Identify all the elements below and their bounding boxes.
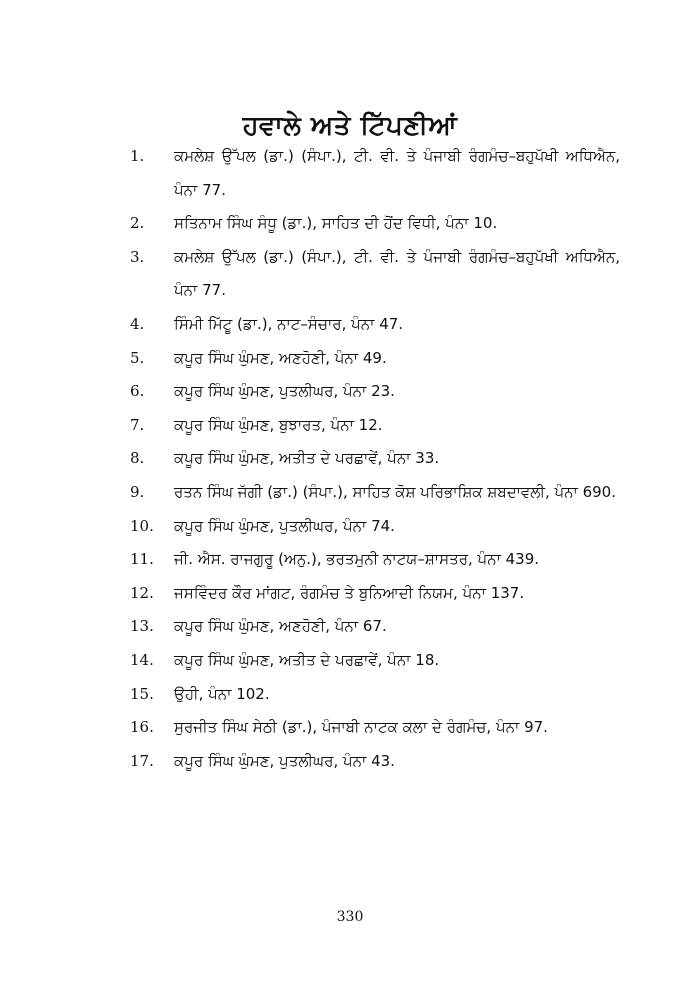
note-number: 1. <box>130 147 145 165</box>
note-item <box>130 711 620 745</box>
note-item <box>130 543 620 577</box>
page-title: ਹਵਾਲੇ ਅਤੇ ਟਿੱਪਣੀਆਂ <box>242 111 458 142</box>
note-text: ਕਪੂਰ ਸਿੰਘ ਘੁੰਮਣ, ਪੁਤਲੀਘਰ, ਪੰਨਾ 74. <box>174 516 395 535</box>
note-item <box>130 375 620 409</box>
note-number: 13. <box>130 617 154 636</box>
note-item <box>130 241 620 308</box>
note-text: ਸੁਰਜੀਤ ਸਿੰਘ ਸੇਠੀ (ਡਾ.), ਪੰਜਾਬੀ ਨਾਟਕ ਕਲਾ ਦੇ ਰੰਗਮੰਚ, ਪੰਨਾ 97. <box>174 718 548 737</box>
note-number: 5. <box>130 348 145 367</box>
note-number: 15. <box>130 684 154 703</box>
note-item <box>130 342 620 376</box>
note-number: 17. <box>130 751 154 770</box>
note-text: ਕਮਲੇਸ਼ ਉੱਪਲ (ਡਾ.) (ਸੰਪਾ.), ਟੀ. ਵੀ. ਤੇ ਪੰਜਾਬੀ ਰੰਗਮੰਚ–ਬਹੁਪੱਖੀ ਅਧਿਐਨ, ਪੰਨਾ 77. <box>174 147 620 199</box>
note-text: ਕਪੂਰ ਸਿੰਘ ਘੁੰਮਣ, ਪੁਤਲੀਘਰ, ਪੰਨਾ 43. <box>174 751 395 770</box>
notes-list <box>130 140 620 778</box>
note-number: 12. <box>130 583 154 602</box>
note-number: 14. <box>130 650 154 669</box>
note-text: ਜਸਵਿੰਦਰ ਕੌਰ ਮਾਂਗਟ, ਰੰਗਮੰਚ ਤੇ ਬੁਨਿਆਦੀ ਨਿਯਮ, ਪੰਨਾ 137. <box>174 583 525 602</box>
note-item <box>130 140 620 207</box>
note-item <box>130 308 620 342</box>
note-item <box>130 577 620 611</box>
note-item <box>130 678 620 712</box>
note-item <box>130 644 620 678</box>
note-item <box>130 745 620 779</box>
note-item <box>130 476 620 510</box>
note-number: 6. <box>130 382 145 401</box>
note-text: ਕਪੂਰ ਸਿੰਘ ਘੁੰਮਣ, ਅਣਹੋਣੀ, ਪੰਨਾ 67. <box>174 617 387 636</box>
note-number: 4. <box>130 314 145 333</box>
note-item <box>130 510 620 544</box>
note-text: ਉਹੀ, ਪੰਨਾ 102. <box>174 684 270 703</box>
note-number: 7. <box>130 415 145 434</box>
note-text: ਜੀ. ਐਸ. ਰਾਜਗੁਰੂ (ਅਨੁ.), ਭਰਤਮੁਨੀ ਨਾਟਯ–ਸ਼ਾਸਤਰ, ਪੰਨਾ 439. <box>174 550 540 569</box>
note-number: 9. <box>130 482 145 501</box>
note-number: 16. <box>130 718 154 737</box>
note-text: ਕਪੂਰ ਸਿੰਘ ਘੁੰਮਣ, ਅਤੀਤ ਦੇ ਪਰਛਾਵੇਂ, ਪੰਨਾ 33. <box>174 449 440 468</box>
note-item <box>130 610 620 644</box>
note-number: 2. <box>130 214 145 233</box>
note-item <box>130 409 620 443</box>
note-text: ਸਤਿਨਾਮ ਸਿੰਘ ਸੰਧੂ (ਡਾ.), ਸਾਹਿਤ ਦੀ ਹੋਂਦ ਵਿਧੀ, ਪੰਨਾ 10. <box>174 214 498 233</box>
note-text: ਕਪੂਰ ਸਿੰਘ ਘੁੰਮਣ, ਅਣਹੋਣੀ, ਪੰਨਾ 49. <box>174 348 387 367</box>
note-text: ਕਪੂਰ ਸਿੰਘ ਘੁੰਮਣ, ਪੁਤਲੀਘਰ, ਪੰਨਾ 23. <box>174 382 395 401</box>
note-number: 11. <box>130 550 154 569</box>
note-text: ਕਮਲੇਸ਼ ਉੱਪਲ (ਡਾ.) (ਸੰਪਾ.), ਟੀ. ਵੀ. ਤੇ ਪੰਜਾਬੀ ਰੰਗਮੰਚ–ਬਹੁਪੱਖੀ ਅਧਿਐਨ, ਪੰਨਾ 77. <box>174 247 620 300</box>
note-text: ਰਤਨ ਸਿੰਘ ਜੱਗੀ (ਡਾ.) (ਸੰਪਾ.), ਸਾਹਿਤ ਕੋਸ਼ ਪਰਿਭਾਸ਼ਿਕ ਸ਼ਬਦਾਵਲੀ, ਪੰਨਾ 690. <box>174 482 616 501</box>
note-number: 3. <box>130 247 145 266</box>
note-text: ਕਪੂਰ ਸਿੰਘ ਘੁੰਮਣ, ਬੁਝਾਰਤ, ਪੰਨਾ 12. <box>174 415 383 434</box>
note-text: ਸਿੰਮੀ ਮਿੱਟੂ (ਡਾ.), ਨਾਟ–ਸੰਚਾਰ, ਪੰਨਾ 47. <box>174 314 404 333</box>
page-number: 330 <box>336 909 364 925</box>
note-item <box>130 442 620 476</box>
note-text: ਕਪੂਰ ਸਿੰਘ ਘੁੰਮਣ, ਅਤੀਤ ਦੇ ਪਰਛਾਵੇਂ, ਪੰਨਾ 18. <box>174 650 440 669</box>
note-number: 10. <box>130 516 154 535</box>
note-item <box>130 207 620 241</box>
note-number: 8. <box>130 449 145 468</box>
